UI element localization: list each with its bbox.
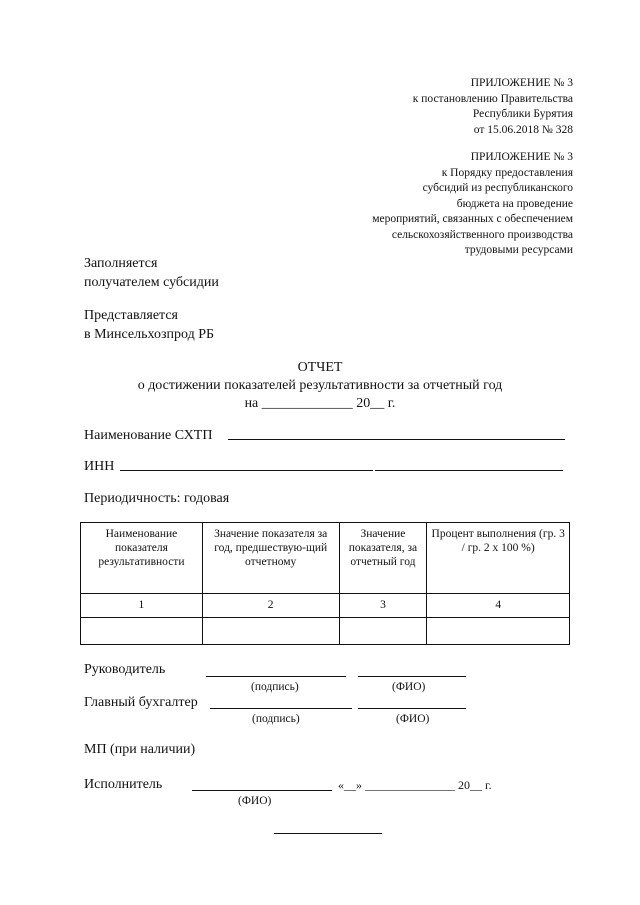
appendix-line: к Порядку предоставления <box>441 166 573 179</box>
report-subtitle: о достижении показателей результативности за отчетный год <box>137 378 503 393</box>
table-cell-empty[interactable] <box>427 618 570 645</box>
director-name-field[interactable] <box>358 676 466 677</box>
table-number-row <box>81 594 570 618</box>
appendix-line: бюджета на проведение <box>456 197 573 210</box>
table-row <box>81 618 570 645</box>
periodicity: Периодичность: годовая <box>84 491 230 506</box>
appendix-resolution-block <box>413 76 573 138</box>
accountant-signature-field[interactable] <box>210 708 352 709</box>
column-number: 4 <box>427 594 570 618</box>
column-number: 1 <box>81 594 203 618</box>
filled-by-line: Заполняется <box>84 256 158 271</box>
inn-label: ИНН <box>84 459 115 474</box>
signature-caption: (подпись) <box>251 681 299 693</box>
footer-separator <box>274 833 382 834</box>
signature-caption: (подпись) <box>252 713 300 725</box>
table-cell-empty[interactable] <box>339 618 427 645</box>
report-table <box>80 522 570 645</box>
filled-by-line: получателем субсидии <box>84 275 219 290</box>
appendix-procedure-block <box>372 150 573 259</box>
appendix-line: Республики Бурятия <box>472 108 573 120</box>
inn-field-extra[interactable] <box>375 470 563 471</box>
report-date-line: на _____________ 20__ г. <box>244 396 396 411</box>
org-name-field[interactable] <box>228 439 565 440</box>
org-name-label: Наименование СХТП <box>84 428 213 443</box>
column-number: 2 <box>202 594 339 618</box>
appendix-line: трудовыми ресурсами <box>464 244 573 256</box>
submitted-to-note <box>84 306 214 344</box>
submitted-to-line: в Минсельхозпрод РБ <box>84 327 215 342</box>
report-title: ОТЧЕТ <box>297 360 343 375</box>
executor-caption: (ФИО) <box>238 795 272 807</box>
appendix-line: от 15.06.2018 № 328 <box>473 123 573 136</box>
header-cell: Процент выполнения (гр. 3 / гр. 2 х 100 %) <box>427 523 570 594</box>
submitted-to-line: Представляется <box>84 308 178 323</box>
column-number: 3 <box>339 594 427 618</box>
inn-field[interactable] <box>120 470 373 471</box>
table-cell-empty[interactable] <box>202 618 339 645</box>
table-cell-empty[interactable] <box>81 618 203 645</box>
director-signature-field[interactable] <box>206 676 346 677</box>
appendix-line: к постановлению Правительства <box>412 92 573 105</box>
executor-label: Исполнитель <box>84 777 163 792</box>
name-caption: (ФИО) <box>392 681 426 693</box>
header-cell: Наименование показателя результативности <box>81 523 203 594</box>
executor-name-field[interactable] <box>192 790 332 791</box>
filled-by-note <box>84 254 219 292</box>
header-cell: Значение показателя за год, предшествую-щий отчетному <box>202 523 339 594</box>
executor-date: «__» _______________ 20__ г. <box>338 778 492 792</box>
appendix-title: ПРИЛОЖЕНИЕ № 3 <box>470 151 573 163</box>
appendix-line: мероприятий, связанных с обеспечением <box>372 213 573 225</box>
accountant-label: Главный бухгалтер <box>84 695 198 710</box>
director-label: Руководитель <box>84 662 166 677</box>
stamp-note: МП (при наличии) <box>84 742 196 757</box>
appendix-line: субсидий из республиканского <box>422 182 573 194</box>
name-caption: (ФИО) <box>396 713 430 725</box>
header-cell: Значение показателя, за отчетный год <box>339 523 427 594</box>
table-header-row <box>81 523 570 594</box>
appendix-line: сельскохозяйственного производства <box>391 228 573 241</box>
accountant-name-field[interactable] <box>358 708 466 709</box>
appendix-title: ПРИЛОЖЕНИЕ № 3 <box>470 77 573 89</box>
